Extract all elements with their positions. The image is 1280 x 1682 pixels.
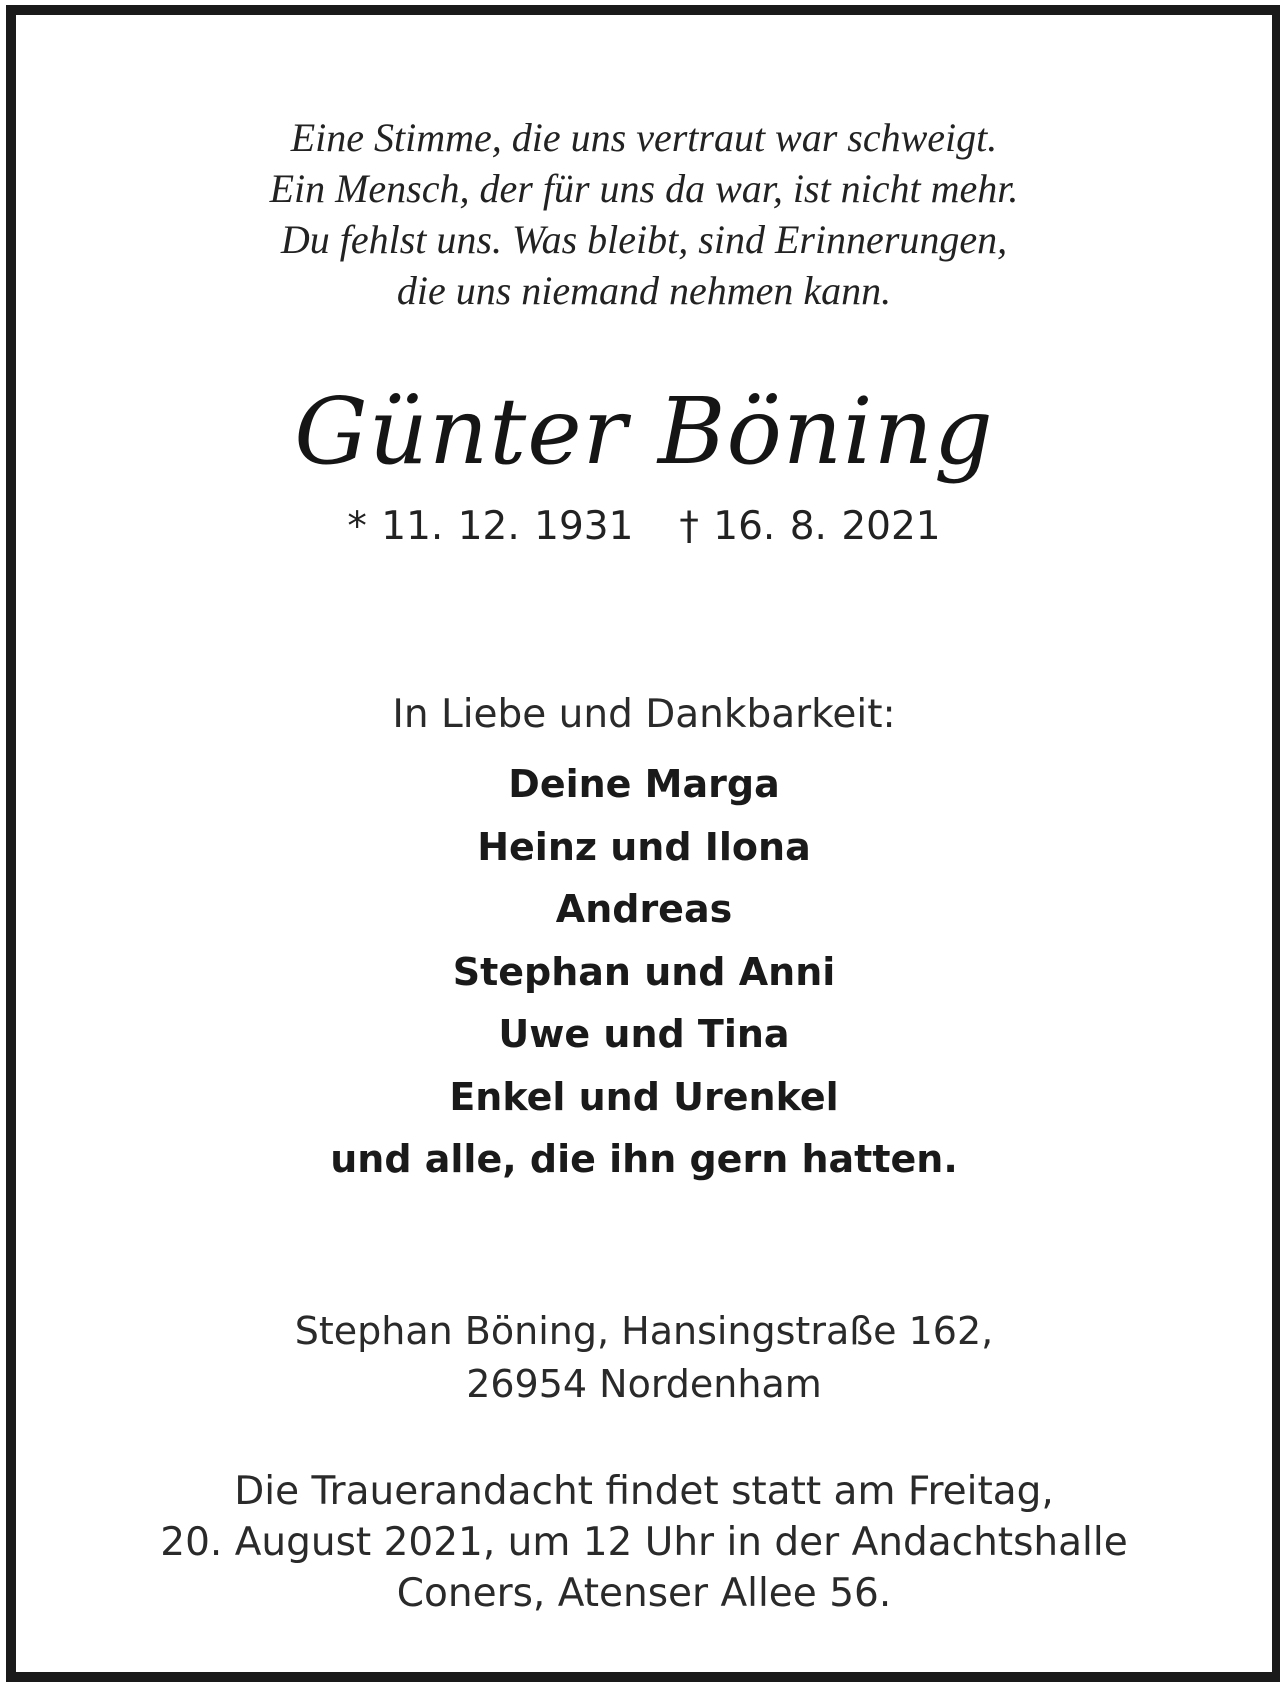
mourner-name: Enkel und Urenkel (449, 1074, 839, 1119)
mourner-name: Deine Marga (508, 762, 780, 806)
death-date: † 16. 8. 2021 (679, 504, 941, 549)
mourners-intro: In Liebe und Dankbarkeit: (392, 692, 896, 737)
address-line: Stephan Böning, Hansingstraße 162, (294, 1309, 994, 1353)
mourners-list (16, 753, 1272, 1191)
poem-line: die uns niemand nehmen kann. (396, 268, 892, 313)
contact-address (16, 1305, 1272, 1411)
mourner-name: Heinz und Ilona (477, 824, 811, 869)
service-line: Coners, Atenser Allee 56. (396, 1571, 892, 1616)
obituary-frame (6, 5, 1280, 1682)
mourner-name: und alle, die ihn gern hatten. (330, 1137, 958, 1181)
poem-line: Du fehlst uns. Was bleibt, sind Erinnerungen, (280, 217, 1008, 262)
mourner-name: Uwe und Tina (498, 1012, 790, 1056)
poem-line: Eine Stimme, die uns vertraut war schweigt. (290, 115, 998, 160)
service-info (16, 1466, 1272, 1619)
poem-line: Ein Mensch, der für uns da war, ist nicht mehr. (269, 166, 1019, 211)
mourner-name: Andreas (555, 887, 733, 931)
poem (16, 112, 1272, 316)
address-line: 26954 Nordenham (466, 1362, 822, 1406)
service-line: Die Trauerandacht findet statt am Freitag, (234, 1469, 1054, 1514)
life-dates (16, 503, 1272, 551)
birth-date: * 11. 12. 1931 (347, 504, 634, 549)
deceased-name: Günter Böning (294, 378, 994, 485)
service-line: 20. August 2021, um 12 Uhr in der Andachtshalle (160, 1520, 1128, 1565)
mourner-name: Stephan und Anni (452, 949, 836, 994)
